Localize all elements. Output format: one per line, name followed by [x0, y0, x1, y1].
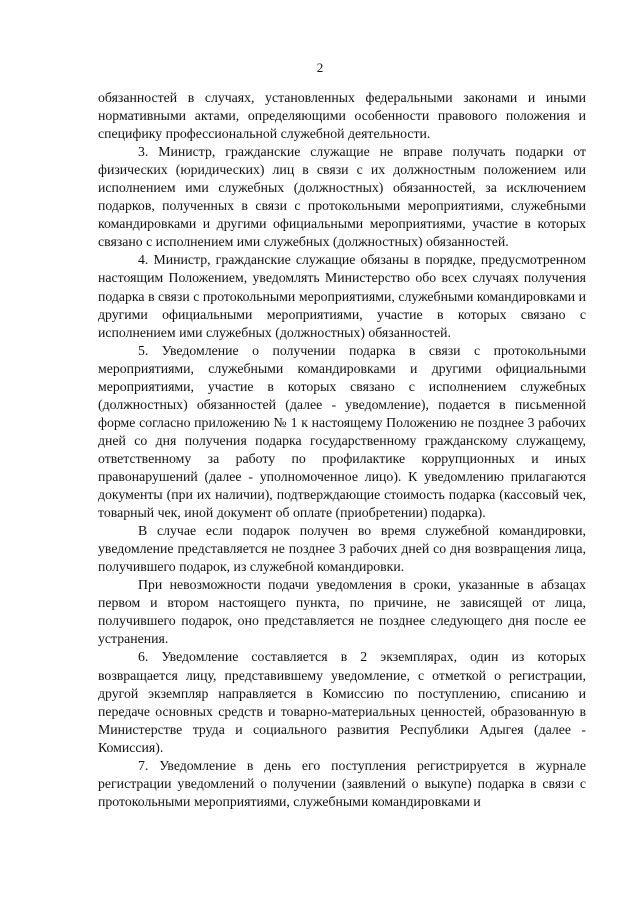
paragraph-item-5-business-trip: В случае если подарок получен во время служебной командировки, уведомление представляется не позднее 3 рабочих дней со дня возвращения лица, получившего подарок, из служебной командировки. [98, 523, 586, 575]
page-number: 2 [316, 60, 324, 75]
paragraph-item-5: 5. Уведомление о получении подарка в связи с протокольными мероприятиями, служебными командировками и другими официальными мероприятиями, участие в которых связано с исполнением служебных (должностных) обязанностей (далее - уведомление), подается в письменной форме согласно приложению № 1 к настоящему Положению не позднее 3 рабочих дней со дня получения подарка государственному гражданскому служащему, ответственному за работу по профилактике коррупционных и иных правонарушений (далее - уполномоченное лицо). К уведомлению прилагаются документы (при их наличии), подтверждающие стоимость подарка (кассовый чек, товарный чек, иной документ об оплате (приобретении) подарка). [98, 342, 586, 521]
paragraph-item-3: 3. Министр, гражданские служащие не вправе получать подарки от физических (юридических) лиц в связи с их должностным положением или исполнением ими служебных (должностных) обязанностей, за исключением подарков, полученных в связи с протокольными мероприятиями, служебными командировками и другими официальными мероприятиями, участие в которых связано с исполнением ими служебных (должностных) обязанностей. [98, 144, 586, 250]
paragraph-continuation: обязанностей в случаях, установленных федеральными законами и иными нормативными актами, определяющими особенности правового положения и специфику профессиональной служебной деятельности. [98, 90, 586, 142]
paragraph-item-4: 4. Министр, гражданские служащие обязаны в порядке, предусмотренном настоящим Положением, уведомлять Министерство обо всех случаях получения подарка в связи с протокольными мероприятиями, служебными командировками и другими официальными мероприятиями, участие в которых связано с исполнением ими служебных (должностных) обязанностей. [98, 252, 586, 340]
paragraph-item-7: 7. Уведомление в день его поступления регистрируется в журнале регистрации уведомлений о получении (заявлений о выкупе) подарка в связи с протокольными мероприятиями, служебными командировками и [98, 757, 586, 809]
paragraph-item-6: 6. Уведомление составляется в 2 экземплярах, один из которых возвращается лицу, представившему уведомление, с отметкой о регистрации, другой экземпляр направляется в Комиссию по поступлению, списанию и передаче основных средств и товарно-материальных ценностей, образованную в Министерстве труда и социального развития Республики Адыгея (далее - Комиссия). [98, 649, 586, 755]
document-body [98, 89, 586, 811]
paragraph-item-5-impossibility: При невозможности подачи уведомления в сроки, указанные в абзацах первом и втором настоящего пункта, по причине, не зависящей от лица, получившего подарок, оно представляется не позднее следующего дня после ее устранения. [98, 577, 586, 647]
